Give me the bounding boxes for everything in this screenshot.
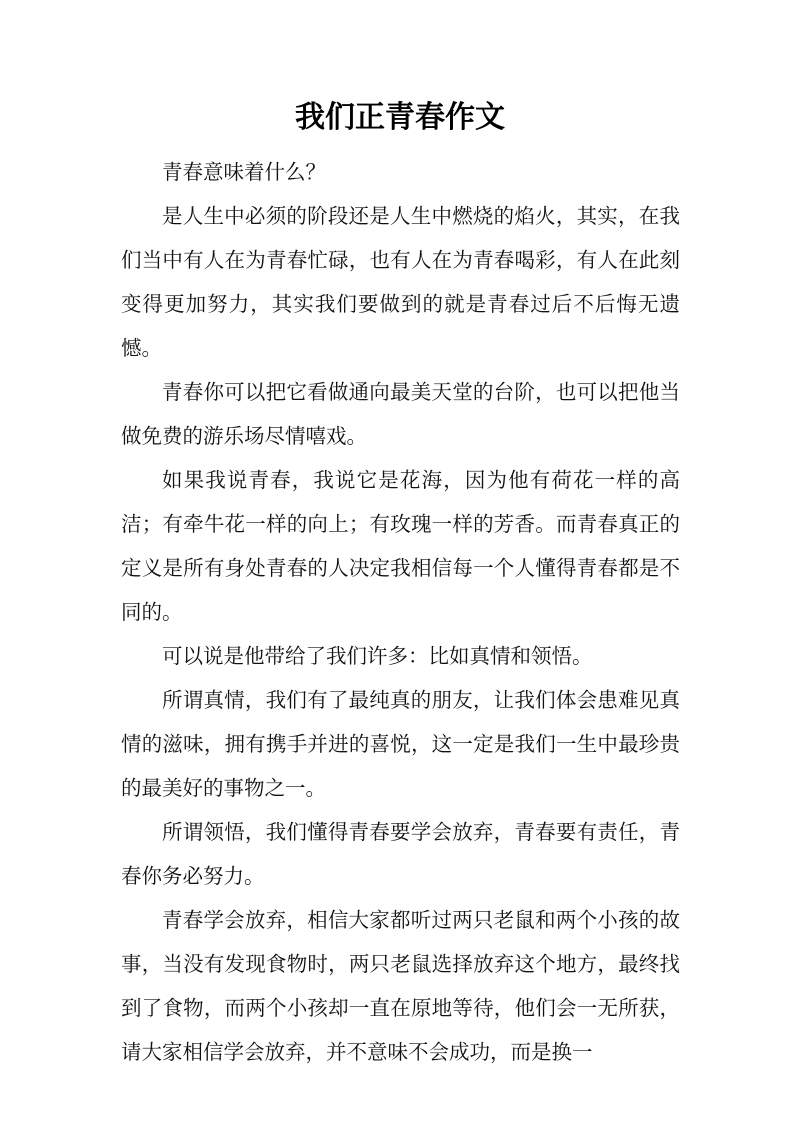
paragraph-7: 所谓领悟，我们懂得青春要学会放弃，青春要有责任，青春你务必努力。	[121, 820, 680, 888]
paragraph-2: 是人生中必须的阶段还是人生中燃烧的焰火，其实，在我们当中有人在为青春忙碌，也有人在为青春喝彩，有人在此刻变得更加努力，其实我们要做到的就是青春过后不后悔无遗憾。	[121, 204, 680, 360]
paragraph-8: 青春学会放弃，相信大家都听过两只老鼠和两个小孩的故事，当没有发现食物时，两只老鼠选择放弃这个地方，最终找到了食物，而两个小孩却一直在原地等待，他们会一无所获，请大家相信学会放弃，并不意味不会成功，而是换一	[121, 908, 680, 1064]
paragraph-3: 青春你可以把它看做通向最美天堂的台阶，也可以把他当做免费的游乐场尽情嘻戏。	[121, 380, 680, 448]
paragraph-6: 所谓真情，我们有了最纯真的朋友，让我们体会患难见真情的滋味，拥有携手并进的喜悦，这一定是我们一生中最珍贵的最美好的事物之一。	[121, 688, 680, 800]
paragraph-4: 如果我说青春，我说它是花海，因为他有荷花一样的高洁；有牵牛花一样的向上；有玫瑰一样的芳香。而青春真正的定义是所有身处青春的人决定我相信每一个人懂得青春都是不同的。	[121, 468, 680, 624]
page-title: 我们正青春作文	[295, 100, 505, 135]
paragraph-1: 青春意味着什么？	[162, 160, 326, 184]
essay-body	[121, 150, 680, 1074]
paragraph-5: 可以说是他带给了我们许多：比如真情和领悟。	[162, 644, 593, 668]
